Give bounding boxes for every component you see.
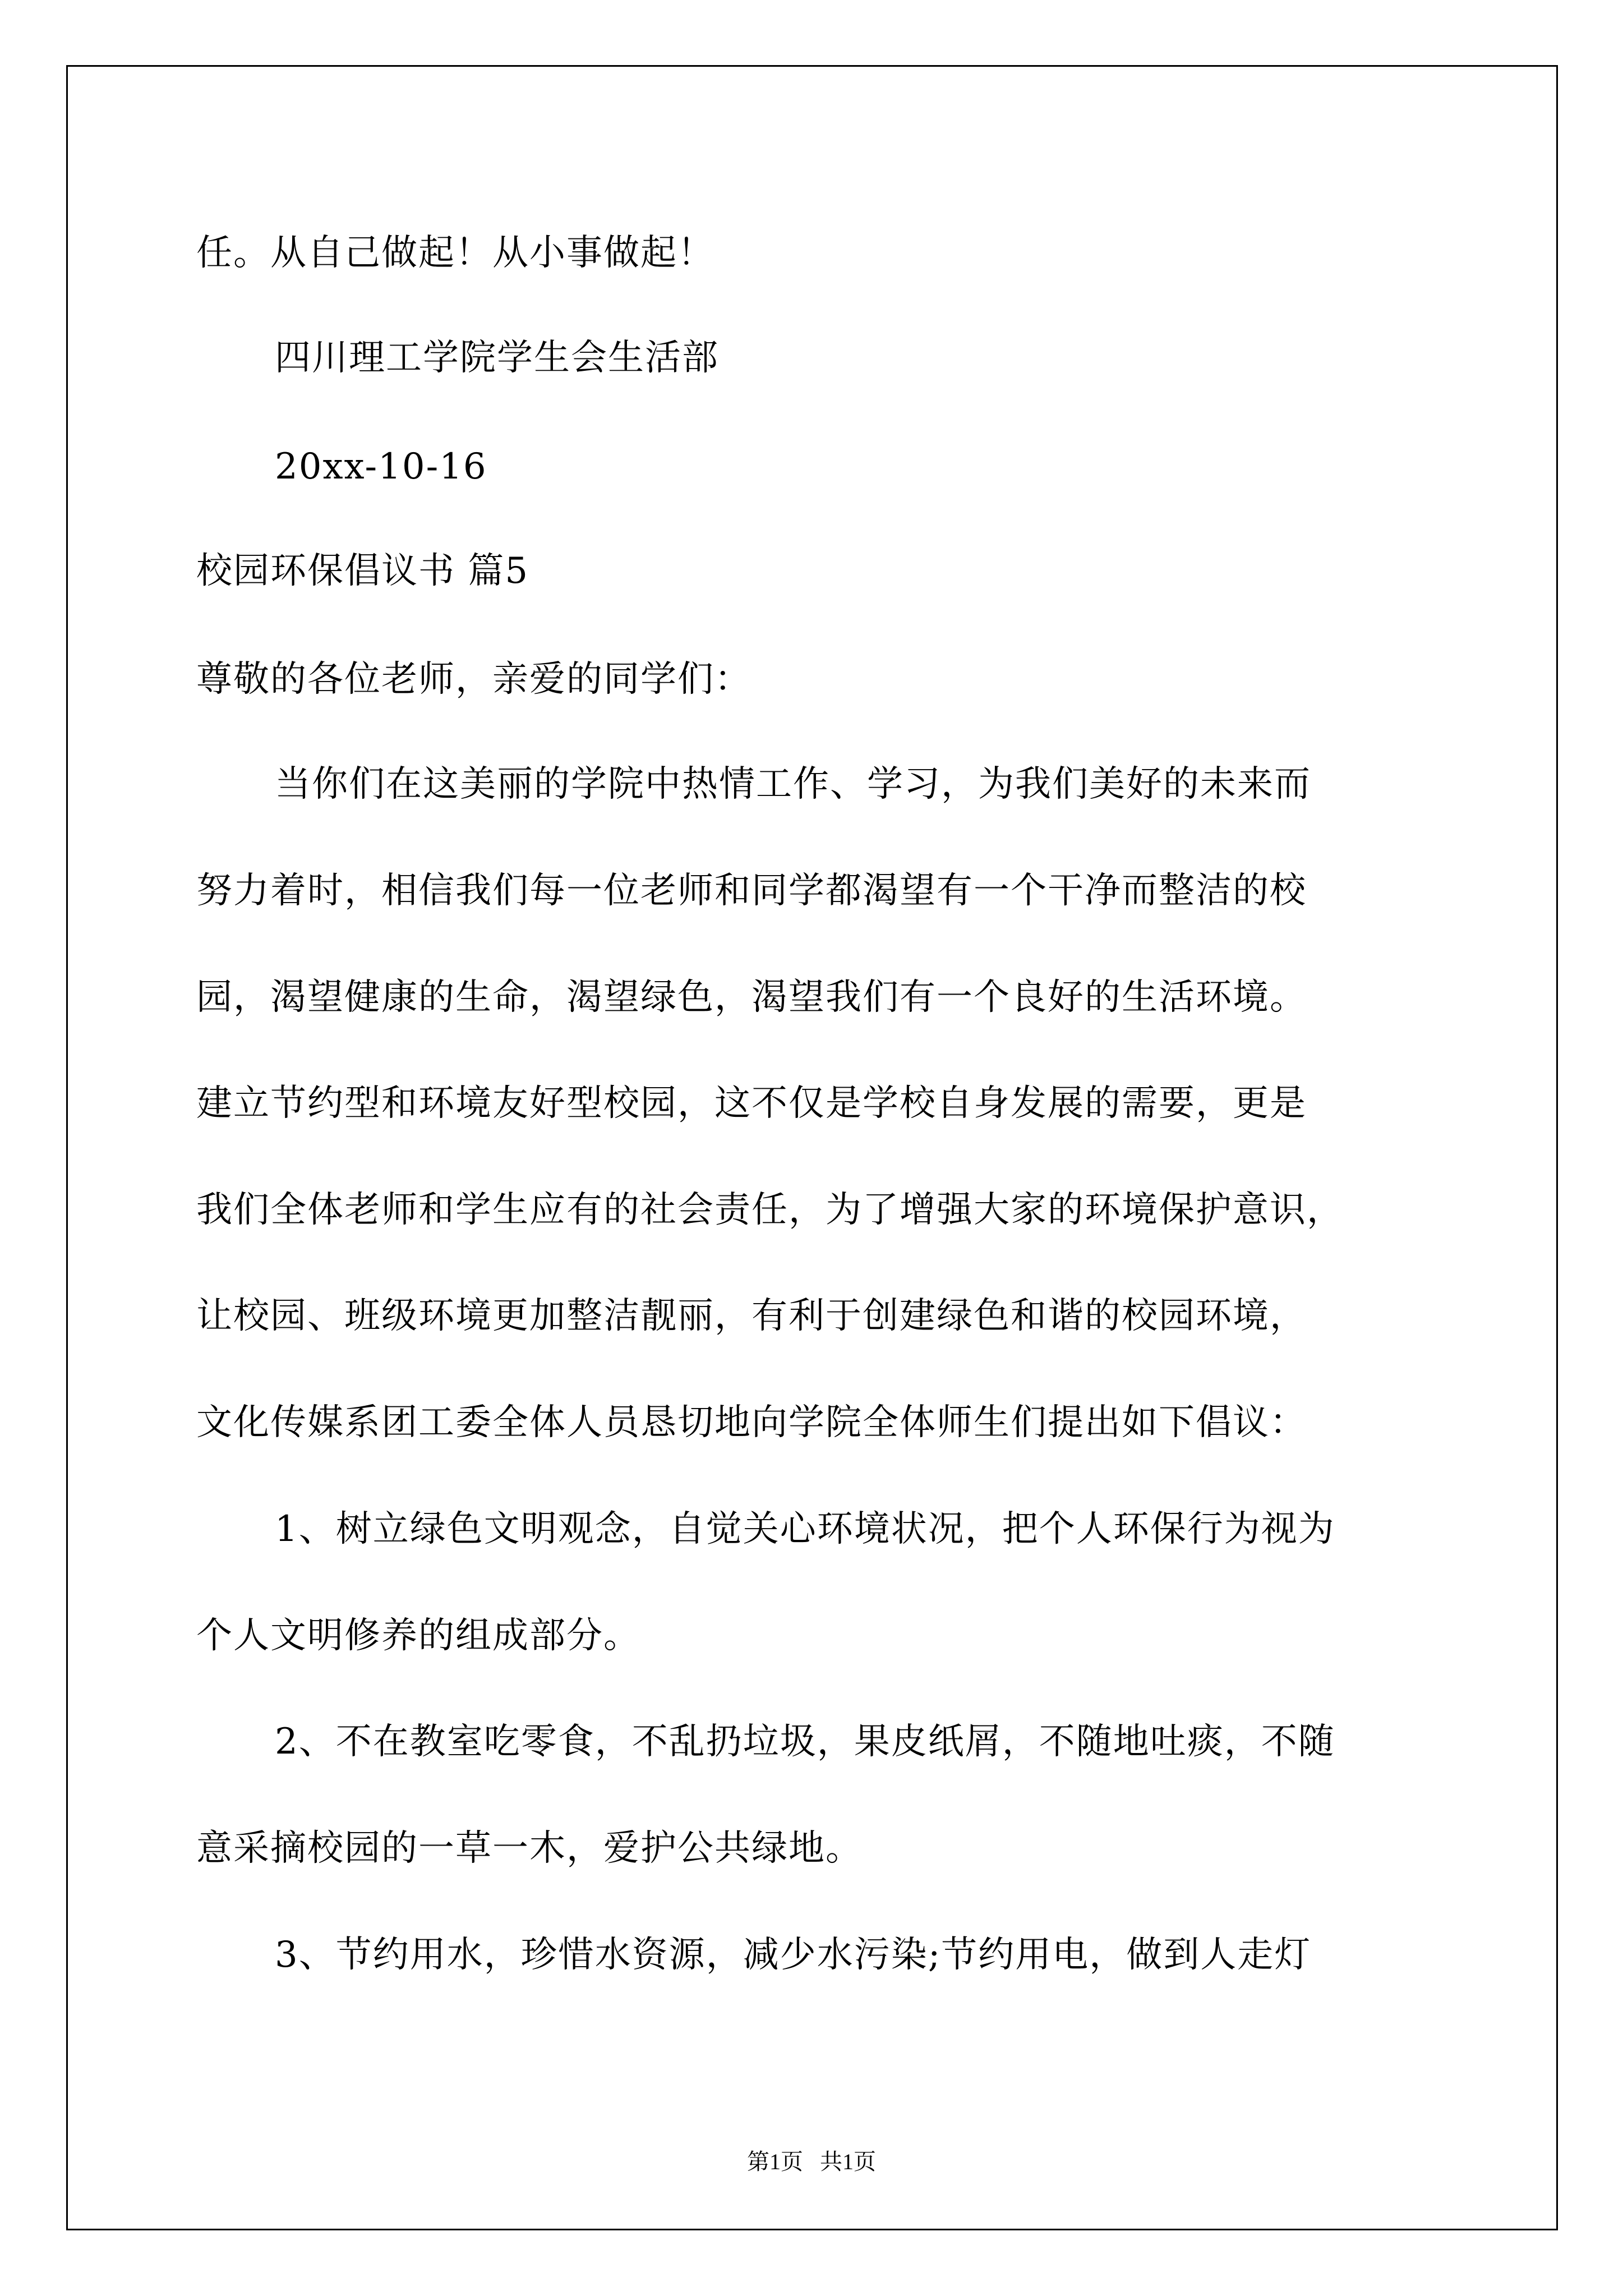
paragraph-line: 园，渴望健康的生命，渴望绿色，渴望我们有一个良好的生活环境。 (196, 977, 1307, 1018)
paragraph-line: 努力着时，相信我们每一位老师和同学都渴望有一个干净而整洁的校 (196, 870, 1307, 912)
signature-organization: 四川理工学院学生会生活部 (275, 337, 719, 379)
page-number: 第1页 共1页 (747, 2149, 876, 2174)
section-heading: 校园环保倡议书 篇5 (196, 550, 529, 592)
proposal-item: 1、树立绿色文明观念，自觉关心环境状况，把个人环保行为视为 (275, 1508, 1335, 1550)
paragraph-line: 我们全体老师和学生应有的社会责任，为了增强大家的环境保护意识， (196, 1189, 1344, 1231)
salutation: 尊敬的各位老师，亲爱的同学们： (196, 659, 751, 700)
paragraph-line: 建立节约型和环境友好型校园，这不仅是学校自身发展的需要，更是 (196, 1083, 1307, 1124)
paragraph-line: 让校园、班级环境更加整洁靓丽，有利于创建绿色和谐的校园环境， (196, 1295, 1307, 1337)
paragraph-line: 文化传媒系团工委全体人员恳切地向学院全体师生们提出如下倡议： (196, 1402, 1307, 1443)
paragraph-line: 意采摘校园的一草一木，爱护公共绿地。 (196, 1828, 863, 1869)
paragraph-line: 当你们在这美丽的学院中热情工作、学习，为我们美好的未来而 (275, 763, 1311, 805)
proposal-item: 3、节约用水，珍惜水资源，减少水污染;节约用电，做到人走灯 (275, 1934, 1312, 1976)
proposal-item: 2、不在教室吃零食，不乱扔垃圾，果皮纸屑，不随地吐痰，不随 (275, 1721, 1335, 1763)
page-border (66, 65, 1558, 2230)
signature-date: 20xx-10-16 (275, 446, 487, 487)
paragraph-line: 个人文明修养的组成部分。 (196, 1615, 640, 1657)
paragraph-line: 任。从自己做起！从小事做起！ (196, 232, 714, 274)
